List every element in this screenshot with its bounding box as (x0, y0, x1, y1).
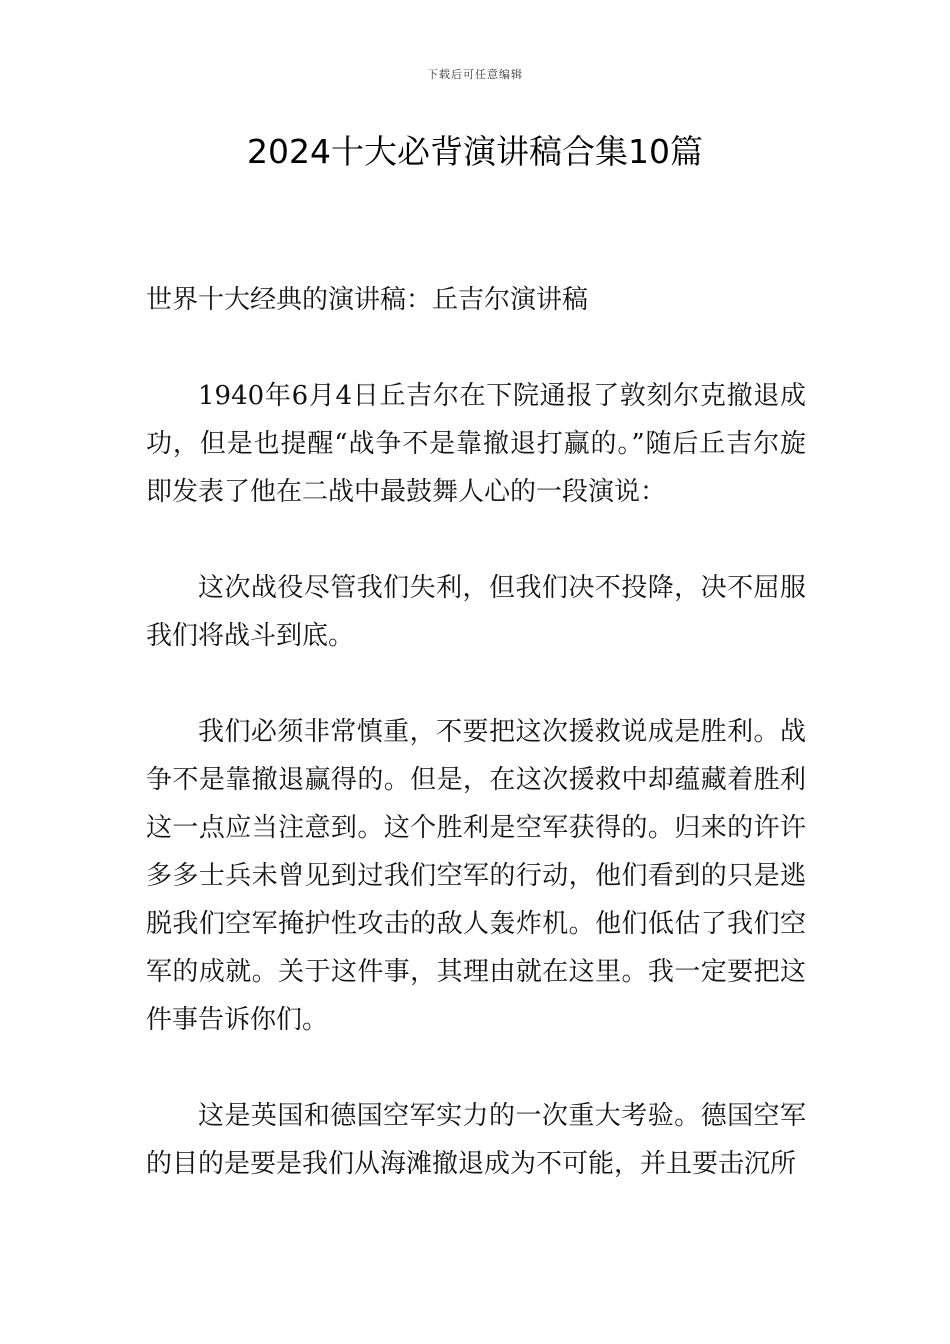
paragraph: 这次战役尽管我们失利，但我们决不投降，决不屈服我们将战斗到底。 (146, 573, 806, 651)
section-heading: 世界十大经典的演讲稿：丘吉尔演讲稿 (146, 285, 589, 315)
document-title: 2024十大必背演讲稿合集10篇 (247, 132, 703, 171)
paragraph: 我们必须非常慎重，不要把这次援救说成是胜利。战争不是靠撤退赢得的。但是，在这次援救中却蕴藏着胜利这一点应当注意到。这个胜利是空军获得的。归来的许许多多士兵未曾见到过我们空军的行动，他们看到的只是逃脱我们空军掩护性攻击的敌人轰炸机。他们低估了我们空军的成就。关于这件事，其理由就在这里。我一定要把这件事告诉你们。 (146, 717, 806, 1035)
paragraph: 这是英国和德国空军实力的一次重大考验。德国空军的目的是要是我们从海滩撤退成为不可能，并且要击沉所 (146, 1101, 806, 1179)
paragraph: 1940年6月4日丘吉尔在下院通报了敦刻尔克撤退成功，但是也提醒“战争不是靠撤退打赢的。”随后丘吉尔旋即发表了他在二战中最鼓舞人心的一段演说： (146, 381, 806, 507)
header-note: 下载后可任意编辑 (427, 68, 523, 81)
document-body (146, 276, 806, 1236)
